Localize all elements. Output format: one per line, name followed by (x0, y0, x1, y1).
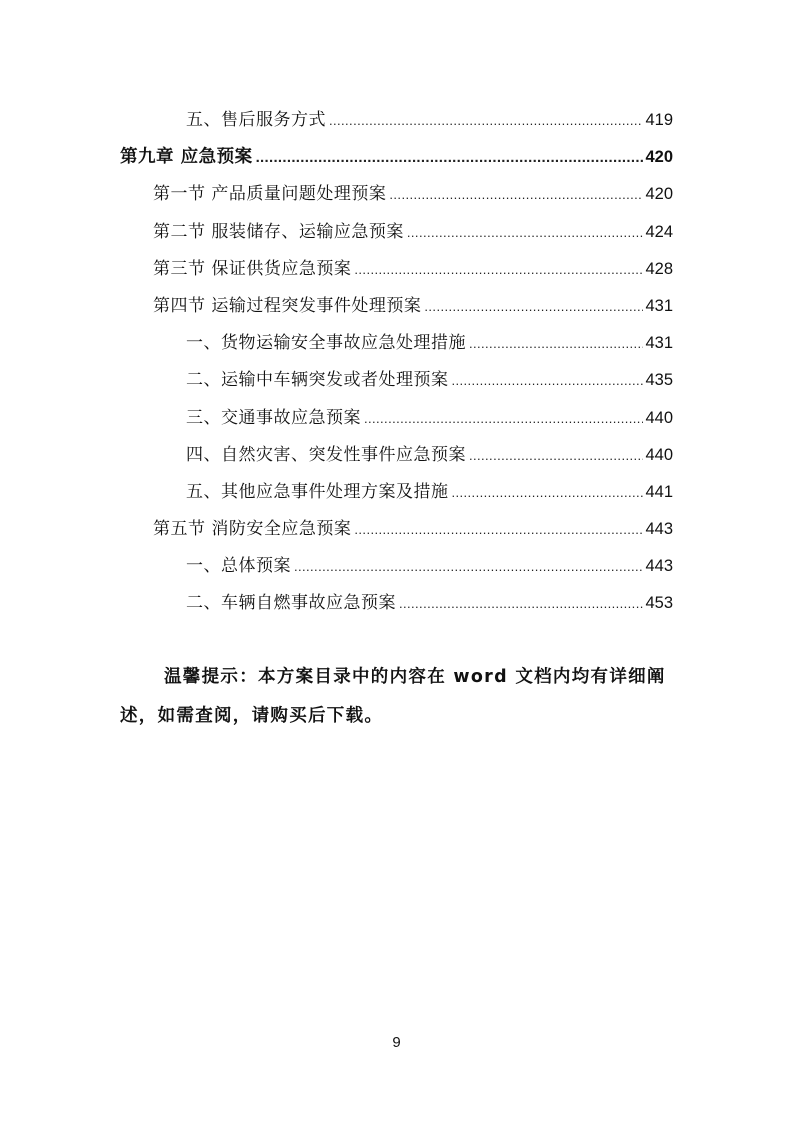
toc-entry[interactable] (120, 102, 673, 139)
page-number: 9 (392, 1034, 401, 1051)
toc-entry[interactable] (120, 548, 673, 585)
toc-entry-title: 第四节 运输过程突发事件处理预案 (153, 295, 422, 316)
toc-page-number: 443 (645, 520, 673, 539)
toc-entry-title: 二、车辆自燃事故应急预案 (186, 593, 396, 614)
toc-entry[interactable] (120, 585, 673, 622)
toc-section-entry[interactable] (120, 251, 673, 288)
toc-entry[interactable] (120, 325, 673, 362)
toc-page-number: 441 (645, 482, 673, 501)
toc-entry-title: 五、其他应急事件处理方案及措施 (186, 481, 449, 502)
toc-page-number: 443 (645, 557, 673, 576)
toc-chapter-entry[interactable] (120, 139, 673, 176)
toc-dot-leader (452, 474, 644, 511)
toc-section-entry[interactable] (120, 214, 673, 251)
toc-page-number: 453 (645, 594, 673, 613)
toc-dot-leader (294, 548, 643, 585)
toc-section-entry[interactable] (120, 511, 673, 548)
toc-entry-title: 第五节 消防安全应急预案 (153, 519, 352, 540)
toc-entry-title: 第二节 服装储存、运输应急预案 (153, 221, 404, 242)
toc-dot-leader (399, 585, 643, 622)
toc-page-number: 440 (645, 408, 673, 427)
toc-entry-title: 三、交通事故应急预案 (186, 407, 361, 428)
toc-dot-leader (407, 214, 644, 251)
toc-dot-leader (364, 400, 643, 437)
toc-entry-title: 四、自然灾害、突发性事件应急预案 (186, 444, 466, 465)
toc-page-number: 431 (645, 334, 673, 353)
toc-dot-leader (329, 102, 643, 139)
toc-entry[interactable] (120, 474, 673, 511)
toc-section-entry[interactable] (120, 288, 673, 325)
toc-entry[interactable] (120, 400, 673, 437)
table-of-contents (120, 102, 673, 623)
toc-dot-leader (389, 176, 643, 213)
toc-dot-leader (469, 325, 643, 362)
toc-dot-leader (452, 362, 644, 399)
toc-entry-title: 一、总体预案 (186, 556, 291, 577)
toc-entry[interactable] (120, 437, 673, 474)
toc-entry-title: 第九章 应急预案 (120, 147, 253, 168)
toc-section-entry[interactable] (120, 176, 673, 213)
toc-dot-leader (256, 139, 644, 176)
toc-page-number: 424 (645, 222, 673, 241)
toc-dot-leader (354, 511, 643, 548)
toc-page-number: 420 (645, 148, 673, 167)
toc-page-number: 435 (645, 371, 673, 390)
toc-page-number: 428 (645, 259, 673, 278)
toc-dot-leader (354, 251, 643, 288)
toc-entry[interactable] (120, 362, 673, 399)
toc-entry-title: 第三节 保证供货应急预案 (153, 258, 352, 279)
toc-page-number: 431 (645, 296, 673, 315)
toc-page-number: 420 (645, 185, 673, 204)
toc-entry-title: 第一节 产品质量问题处理预案 (153, 184, 387, 205)
toc-entry-title: 一、货物运输安全事故应急处理措施 (186, 333, 466, 354)
toc-dot-leader (469, 437, 643, 474)
toc-page-number: 419 (645, 111, 673, 129)
download-notice: 温馨提示：本方案目录中的内容在 word 文档内均有详细阐述，如需查阅，请购买后下载。 (120, 667, 666, 726)
toc-entry-title: 二、运输中车辆突发或者处理预案 (186, 370, 449, 391)
toc-page-number: 440 (645, 445, 673, 464)
toc-dot-leader (424, 288, 643, 325)
toc-entry-title: 五、售后服务方式 (186, 110, 326, 130)
